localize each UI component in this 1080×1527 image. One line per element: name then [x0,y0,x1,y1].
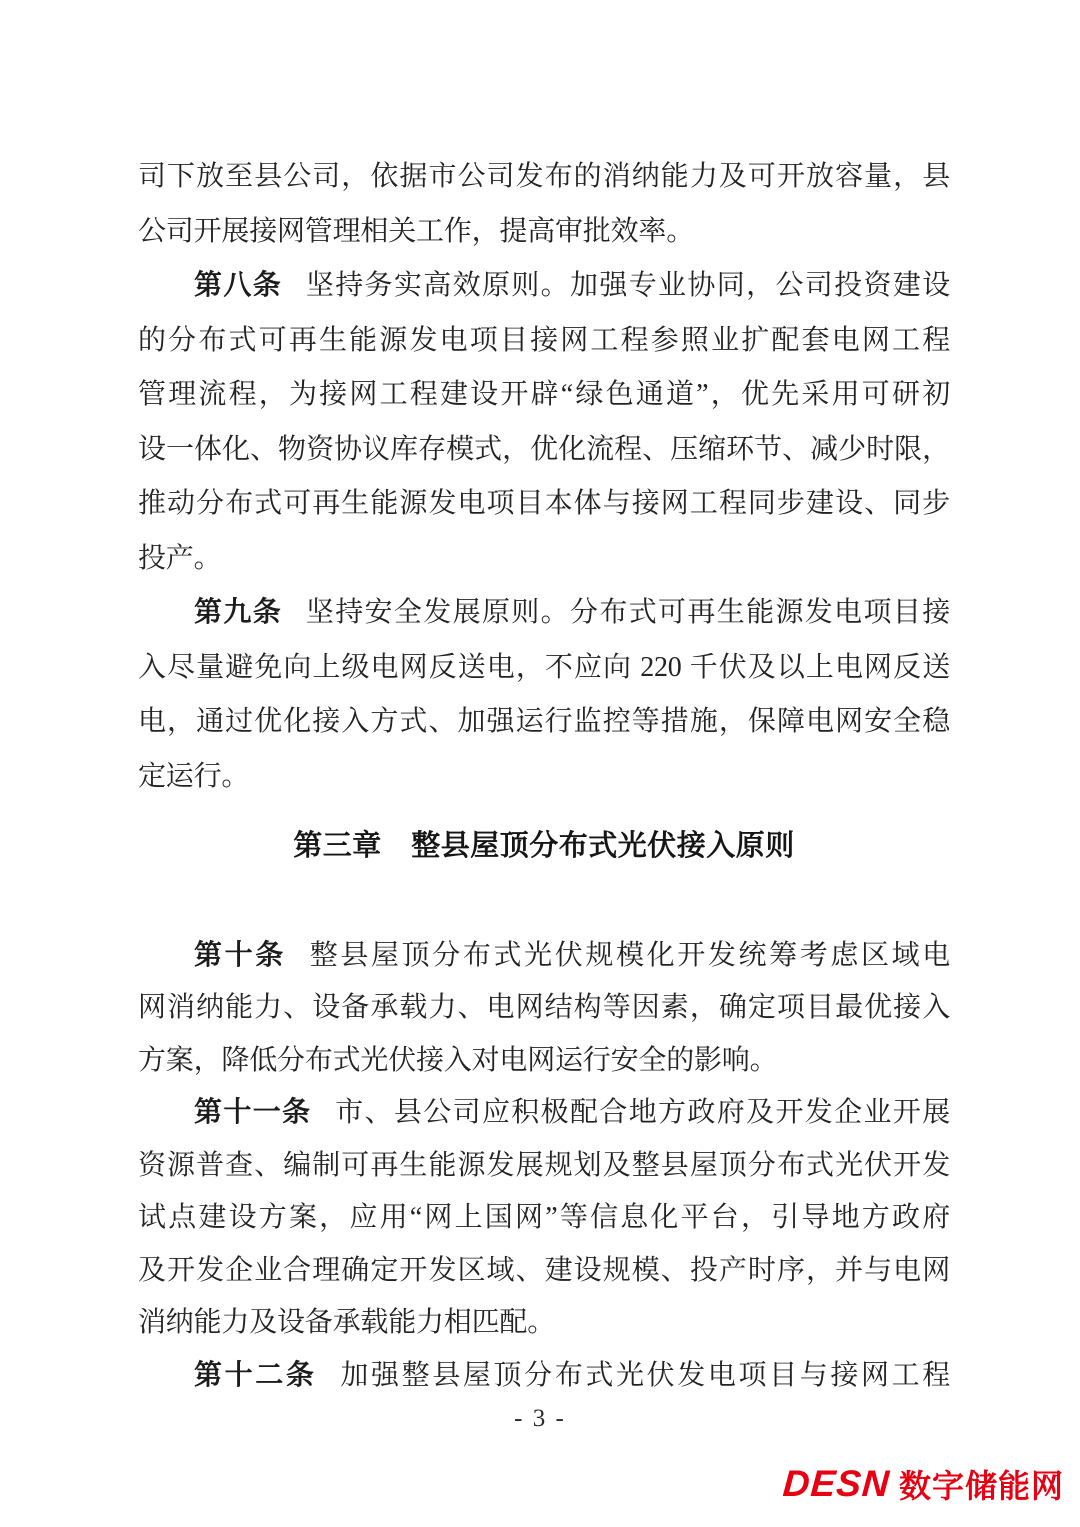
section-county-rooftop-pv [138,930,950,1403]
line-text: 坚持安全发展原则。分布式可再生能源发电项目接 [305,597,950,628]
body-line [138,423,950,478]
body-line [138,1035,950,1088]
article-number: 第八条 [194,270,283,301]
body-line [138,1245,950,1298]
line-text: 及开发企业合理确定开发区域、建设规模、投产时序，并与电网 [138,1254,950,1286]
line-text: 司下放至县公司，依据市公司发布的消纳能力及可开放容量，县 [138,161,950,192]
desn-logo [783,1460,1064,1508]
body-line [138,1192,950,1245]
line-text: 网消纳能力、设备承载力、电网结构等因素，确定项目最优接入 [138,992,950,1023]
section-general-principles [138,150,950,804]
body-line [138,368,950,423]
article-number: 第十条 [194,939,286,971]
line-text: 公司开展接网管理相关工作，提高审批效率。 [138,215,695,247]
line-text: 方案，降低分布式光伏接入对电网运行安全的影响。 [138,1044,778,1076]
line-text: 坚持务实高效原则。加强专业协同，公司投资建设 [305,270,950,301]
body-line [138,586,950,641]
article-number: 第十一条 [194,1097,312,1128]
article-number: 第九条 [194,597,283,628]
page-number: - 3 - [514,1405,566,1432]
body-line [138,532,950,587]
body-line [138,1350,950,1403]
body-line [138,641,950,696]
desn-logo-cjk: 数字储能网 [898,1468,1064,1504]
line-text: 市、县公司应积极配合地方政府及开发企业开展 [335,1097,950,1128]
body-line [138,259,950,314]
line-text: 消纳能力及设备承载能力相匹配。 [138,1307,556,1338]
line-text: 投产。 [138,542,222,574]
body-line [138,695,950,750]
page-footer [0,1405,1080,1433]
desn-logo-latin: DESN [781,1463,892,1504]
chapter-heading: 第三章 整县屋顶分布式光伏接入原则 [293,830,795,862]
body-line [138,1140,950,1193]
line-text: 加强整县屋顶分布式光伏发电项目与接网工程 [340,1359,950,1391]
article-number: 第十二条 [194,1359,317,1391]
body-line [138,930,950,983]
body-line [138,205,950,260]
body-line [138,750,950,805]
line-text: 定运行。 [138,760,250,792]
body-line [138,982,950,1035]
line-text: 资源普查、编制可再生能源发展规划及整县屋顶分布式光伏开发 [138,1149,950,1181]
body-line [138,314,950,369]
line-text: 入尽量避免向上级电网反送电，不应向 220 千伏及以上电网反送 [138,651,950,683]
line-text: 整县屋顶分布式光伏规模化开发统筹考虑区域电 [309,939,950,971]
line-text: 的分布式可再生能源发电项目接网工程参照业扩配套电网工程 [138,324,950,356]
line-text: 推动分布式可再生能源发电项目本体与接网工程同步建设、同步 [138,488,950,519]
line-text: 电，通过优化接入方式、加强运行监控等措施，保障电网安全稳 [138,706,950,737]
body-line [138,1297,950,1350]
line-text: 管理流程，为接网工程建设开辟“绿色通道”，优先采用可研初 [138,379,950,410]
line-text: 设一体化、物资协议库存模式，优化流程、压缩环节、减少时限， [138,433,950,465]
document-body [138,150,950,1402]
body-line [138,150,950,205]
line-text: 试点建设方案，应用“网上国网”等信息化平台，引导地方政府 [138,1202,950,1233]
body-line [138,477,950,532]
body-line [138,1087,950,1140]
